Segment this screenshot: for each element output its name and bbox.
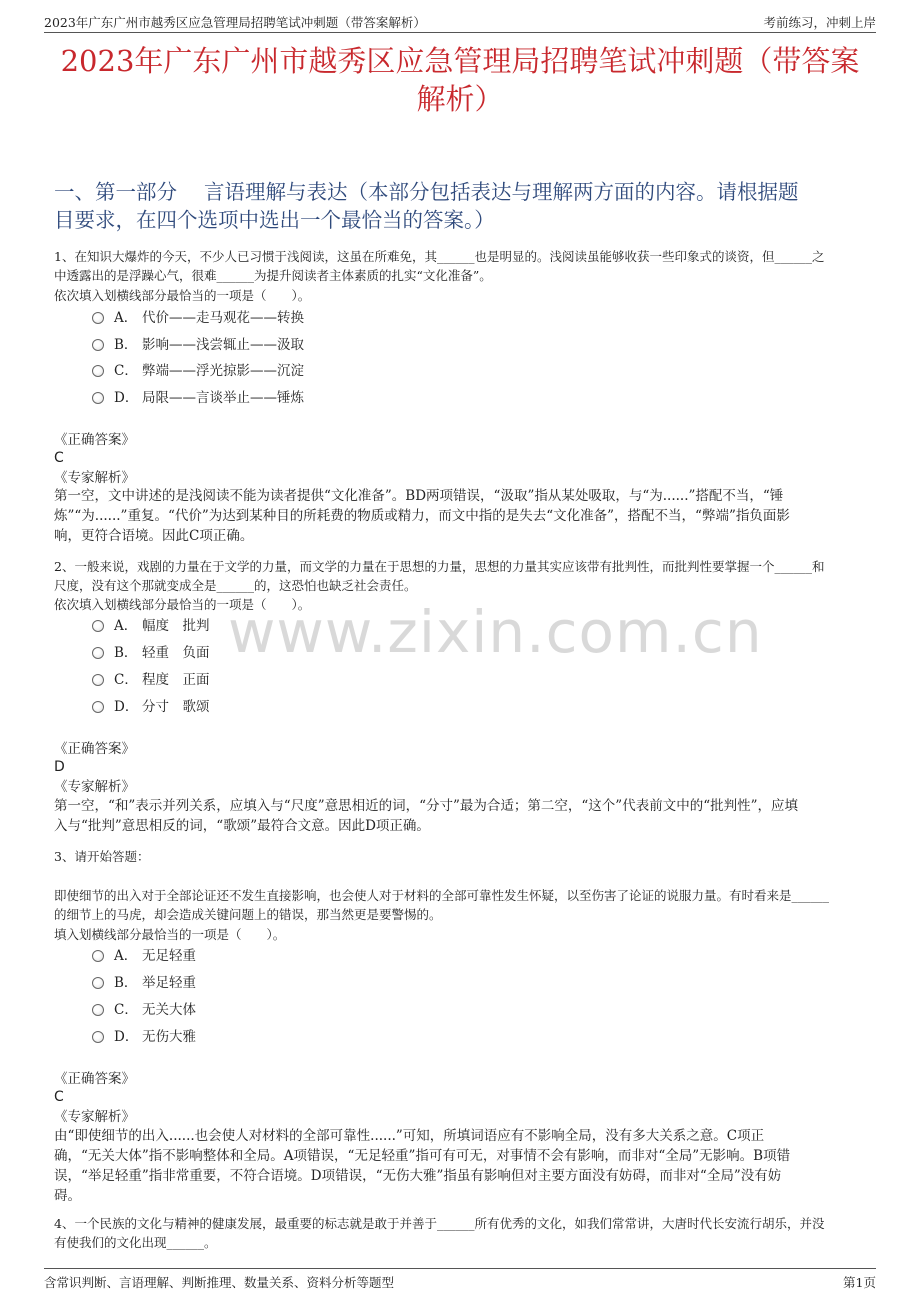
option-text: 无伤大雅 xyxy=(142,1029,196,1045)
question-1-answer: C xyxy=(54,450,64,466)
analysis-line: 由“即使细节的出入......也会使人对材料的全部可靠性......”可知，所填词语应有不影响全局，没有多大关系之意。C项正 xyxy=(54,1128,765,1144)
header-slogan: 考前练习，冲刺上岸 xyxy=(763,15,876,30)
question-text-line: 尺度，没有这个那就变成全是______的，这恐怕也缺乏社会责任。 xyxy=(54,578,417,593)
question-text-line: 1、在知识大爆炸的今天，不少人已习惯于浅阅读，这虽在所难免，其______也是明显的。浅阅读虽能够收获一些印象式的谈资，但______之 xyxy=(54,249,825,264)
question-2-answer: D xyxy=(54,759,65,775)
radio-icon[interactable] xyxy=(92,701,104,713)
analysis-line: 响，更符合语境。因此C项正确。 xyxy=(54,528,254,544)
radio-icon[interactable] xyxy=(92,339,104,351)
radio-icon[interactable] xyxy=(92,365,104,377)
option-text: 无关大体 xyxy=(142,1002,196,1018)
option-text: 幅度 批判 xyxy=(142,618,210,634)
option-letter: A． xyxy=(114,948,138,964)
option-letter: D． xyxy=(114,390,139,406)
analysis-line: 第一空，文中讲述的是浅阅读不能为读者提供“文化准备”。BD两项错误，“汲取”指从某处吸取，与“为......”搭配不当，“锤 xyxy=(54,488,784,504)
analysis-line: 炼”“为......”重复。“代价”为达到某种目的所耗费的物质或精力，而文中指的是失去“文化准备”，搭配不当，“弊端”指负面影 xyxy=(54,508,790,524)
section-heading-line-2: 目要求，在四个选项中选出一个最恰当的答案。） xyxy=(54,208,495,232)
title-line-2: 解析） xyxy=(416,82,504,116)
watermark: www.zixin.com.cn xyxy=(228,598,763,666)
question-4-text xyxy=(54,1214,866,1252)
radio-icon[interactable] xyxy=(92,977,104,989)
option-letter: D． xyxy=(114,699,139,715)
question-3-analysis xyxy=(54,1126,866,1206)
question-text-line: 2、一般来说，戏剧的力量在于文学的力量，而文学的力量在于思想的力量，思想的力量其实应该带有批判性，而批判性要掌握一个______和 xyxy=(54,559,825,574)
question-1-prompt: 依次填入划横线部分最恰当的一项是（ ）。 xyxy=(54,288,311,303)
question-3-text xyxy=(54,886,866,924)
question-2-option-d[interactable] xyxy=(92,696,210,718)
question-3-answer-label: 《正确答案》 xyxy=(54,1071,135,1087)
question-text-line: 中透露出的是浮躁心气，很难______为提升阅读者主体素质的扎实“文化准备”。 xyxy=(54,268,492,283)
question-1-analysis-label: 《专家解析》 xyxy=(54,470,135,486)
question-text-line: 4、一个民族的文化与精神的健康发展，最重要的标志就是敢于并善于______所有优秀的文化，如我们常常讲，大唐时代长安流行胡乐，并没 xyxy=(54,1216,825,1231)
analysis-line: 碍。 xyxy=(54,1188,81,1204)
question-2-analysis-label: 《专家解析》 xyxy=(54,779,135,795)
question-3-option-c[interactable] xyxy=(92,999,196,1021)
question-1-option-b[interactable] xyxy=(92,334,304,356)
option-text: 影响——浅尝辄止——汲取 xyxy=(142,337,304,353)
question-1-answer-label: 《正确答案》 xyxy=(54,432,135,448)
option-letter: C． xyxy=(114,363,138,379)
analysis-line: 确，“无关大体”指不影响整体和全局。A项错误，“无足轻重”指可有可无，对事情不会有影响，而非对“全局”无影响。B项错 xyxy=(54,1148,791,1164)
page-header xyxy=(44,10,876,33)
question-1-option-d[interactable] xyxy=(92,387,304,409)
analysis-line: 误，“举足轻重”指非常重要，不符合语境。D项错误，“无伤大雅”指虽有影响但对主要方面没有妨碍，而非对“全局”没有妨 xyxy=(54,1168,782,1184)
question-3-intro: 3、请开始答题： xyxy=(54,849,150,864)
analysis-line: 第一空，“和”表示并列关系，应填入与“尺度”意思相近的词，“分寸”最为合适；第二空，“这个”代表前文中的“批判性”，应填 xyxy=(54,798,799,814)
section-heading-line-1: 一、第一部分 言语理解与表达（本部分包括表达与理解两方面的内容。请根据题 xyxy=(54,180,799,204)
option-text: 程度 正面 xyxy=(142,672,210,688)
question-2-option-a[interactable] xyxy=(92,615,210,637)
question-3-analysis-label: 《专家解析》 xyxy=(54,1109,135,1125)
option-text: 代价——走马观花——转换 xyxy=(142,310,304,326)
option-letter: A． xyxy=(114,310,138,326)
radio-icon[interactable] xyxy=(92,312,104,324)
analysis-line: 入与“批判”意思相反的词，“歌颂”最符合文意。因此D项正确。 xyxy=(54,818,430,834)
option-text: 弊端——浮光掠影——沉淀 xyxy=(142,363,304,379)
option-letter: C． xyxy=(114,672,138,688)
option-letter: B． xyxy=(114,337,138,353)
option-letter: B． xyxy=(114,645,138,661)
question-1-analysis xyxy=(54,486,866,546)
page-footer xyxy=(44,1268,876,1291)
question-3-option-d[interactable] xyxy=(92,1026,196,1048)
option-letter: A． xyxy=(114,618,138,634)
header-doc-title: 2023年广东广州市越秀区应急管理局招聘笔试冲刺题（带答案解析） xyxy=(44,15,426,30)
question-2-answer-label: 《正确答案》 xyxy=(54,741,135,757)
question-text-line: 的细节上的马虎，却会造成关键问题上的错误，那当然更是要警惕的。 xyxy=(54,907,442,922)
question-2-prompt: 依次填入划横线部分最恰当的一项是（ ）。 xyxy=(54,597,311,612)
question-2-option-c[interactable] xyxy=(92,669,210,691)
page-title xyxy=(44,42,876,118)
footer-note: 含常识判断、言语理解、判断推理、数量关系、资料分析等题型 xyxy=(44,1275,395,1290)
page-number: 第1页 xyxy=(843,1275,876,1290)
question-2-option-b[interactable] xyxy=(92,642,210,664)
radio-icon[interactable] xyxy=(92,1031,104,1043)
question-3-option-a[interactable] xyxy=(92,945,196,967)
section-heading xyxy=(54,178,866,234)
option-letter: D． xyxy=(114,1029,139,1045)
title-line-1: 2023年广东广州市越秀区应急管理局招聘笔试冲刺题（带答案 xyxy=(60,44,860,78)
option-text: 举足轻重 xyxy=(142,975,196,991)
question-3-option-b[interactable] xyxy=(92,972,196,994)
radio-icon[interactable] xyxy=(92,1004,104,1016)
option-letter: B． xyxy=(114,975,138,991)
radio-icon[interactable] xyxy=(92,674,104,686)
question-text-line: 即使细节的出入对于全部论证还不发生直接影响，也会使人对于材料的全部可靠性发生怀疑，以至伤害了论证的说服力量。有时看来是______ xyxy=(54,888,830,903)
question-1-option-a[interactable] xyxy=(92,307,304,329)
option-text: 无足轻重 xyxy=(142,948,196,964)
radio-icon[interactable] xyxy=(92,647,104,659)
question-2-analysis xyxy=(54,796,866,836)
option-text: 分寸 歌颂 xyxy=(142,699,210,715)
radio-icon[interactable] xyxy=(92,392,104,404)
question-3-prompt: 填入划横线部分最恰当的一项是（ ）。 xyxy=(54,927,286,942)
question-1-option-c[interactable] xyxy=(92,360,304,382)
option-text: 轻重 负面 xyxy=(142,645,210,661)
radio-icon[interactable] xyxy=(92,620,104,632)
question-text-line: 有使我们的文化出现______。 xyxy=(54,1235,217,1250)
question-1-text xyxy=(54,247,866,285)
option-letter: C． xyxy=(114,1002,138,1018)
radio-icon[interactable] xyxy=(92,950,104,962)
question-2-text xyxy=(54,557,866,595)
option-text: 局限——言谈举止——锤炼 xyxy=(142,390,304,406)
question-3-answer: C xyxy=(54,1089,64,1105)
